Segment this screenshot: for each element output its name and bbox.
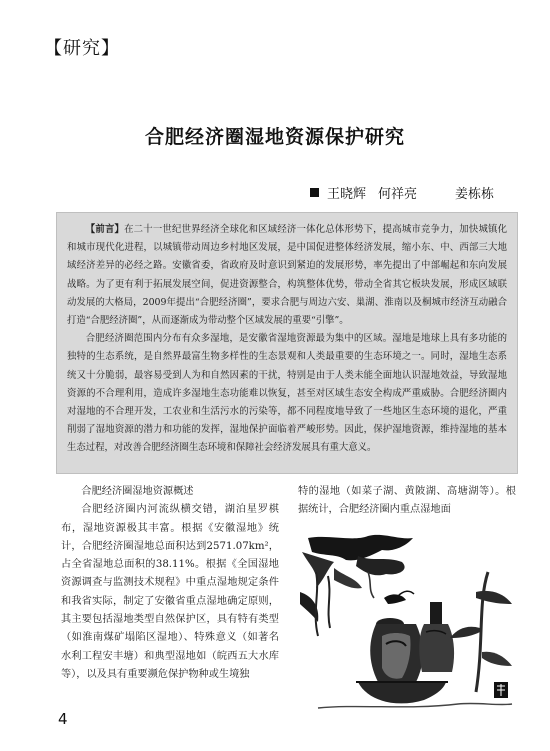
abstract-paragraph: 合肥经济圈范围内分布有众多湿地，是安徽省湿地资源最为集中的区域。湿地是地球上具有多功能的独特的生态系统，是自然界最富生物多样性的生态景观和人类最重要的生态环境之一。同时，湿地生态系统又十分脆弱，最容易受到人为和自然因素的干扰，特别是由于人类未能全面地认识湿地效益，导致湿地资源的不合理利用，造成许多湿地生态功能难以恢复，甚至对区域生态安全构成严重威胁。合肥经济圈内对湿地的不合理开发，工农业和生活污水的污染等，都不同程度地导致了一些地区生态环境的退化，严重削弱了湿地资源的潜力和功能的发挥，湿地保护面临着严峻形势。因此，保护湿地资源，维持湿地的基本生态过程，对改善合肥经济圈生态环境和保障社会经济发展具有重大意义。 [67, 333, 507, 454]
square-bullet-icon [310, 188, 319, 197]
body-paragraph: 合肥经济圈内河流纵横交错，湖泊星罗棋布，湿地资源极其丰富。根据《安徽湿地》统计，合肥经济圈湿地总面积达到2571.07km²，占全省湿地总面积的38.11%。根据《全国湿地资源调查与监测技术规程》中重点湿地规定条件和我省实际，制定了安徽省重点湿地确定原则，其主要包括湿地类型自然保护区，具有特有类型（如淮南煤矿塌陷区湿地）、特殊意义（如著名水利工程安丰塘）和典型湿地如（皖西五大水库等），以及具有重要濒危保护物种或生境独 [61, 504, 279, 680]
abstract-text: 在二十一世纪世界经济全球化和区域经济一体化总体形势下，提高城市竞争力，加快城镇化和城市现代化进程，以城镇带动周边乡村地区发展，是中国促进整体经济发展，缩小东、中、西部三大地域经济差异的必经之路。安徽省委，省政府及时意识到紧迫的发展形势，率先提出了中部崛起和东向发展战略。为了更有利于拓展发展空间，促进资源整合，构筑整体优势，带动全省其它板块发展，形成区域联动发展的大格局，2009年提出“合肥经济圈”，要求合肥与周边六安、巢湖、淮南以及桐城市经济互动融合打造“合肥经济圈”，从而逐渐成为带动整个区域发展的重要“引擎”。 [67, 224, 507, 327]
author-name: 姜栋栋 [455, 187, 495, 202]
author-line [310, 183, 520, 202]
left-column [61, 483, 279, 684]
right-column [298, 483, 516, 520]
abstract-box [56, 212, 518, 474]
abstract-paragraph [67, 221, 507, 330]
author-name: 何祥亮 [378, 187, 418, 202]
abstract-tag: 【前言】 [85, 224, 125, 235]
page-number: 4 [58, 710, 68, 728]
body-paragraph: 特的湿地（如菜子湖、黄陂湖、高塘湖等）。根据统计，合肥经济圈内重点湿地面 [298, 486, 516, 516]
author-name: 王晓辉 [327, 187, 367, 202]
ink-painting-illustration [298, 532, 518, 718]
article-title: 合肥经济圈湿地资源保护研究 [144, 126, 405, 148]
section-subheading: 合肥经济圈湿地资源概述 [81, 486, 194, 497]
section-tag: 【研究】 [44, 38, 120, 59]
